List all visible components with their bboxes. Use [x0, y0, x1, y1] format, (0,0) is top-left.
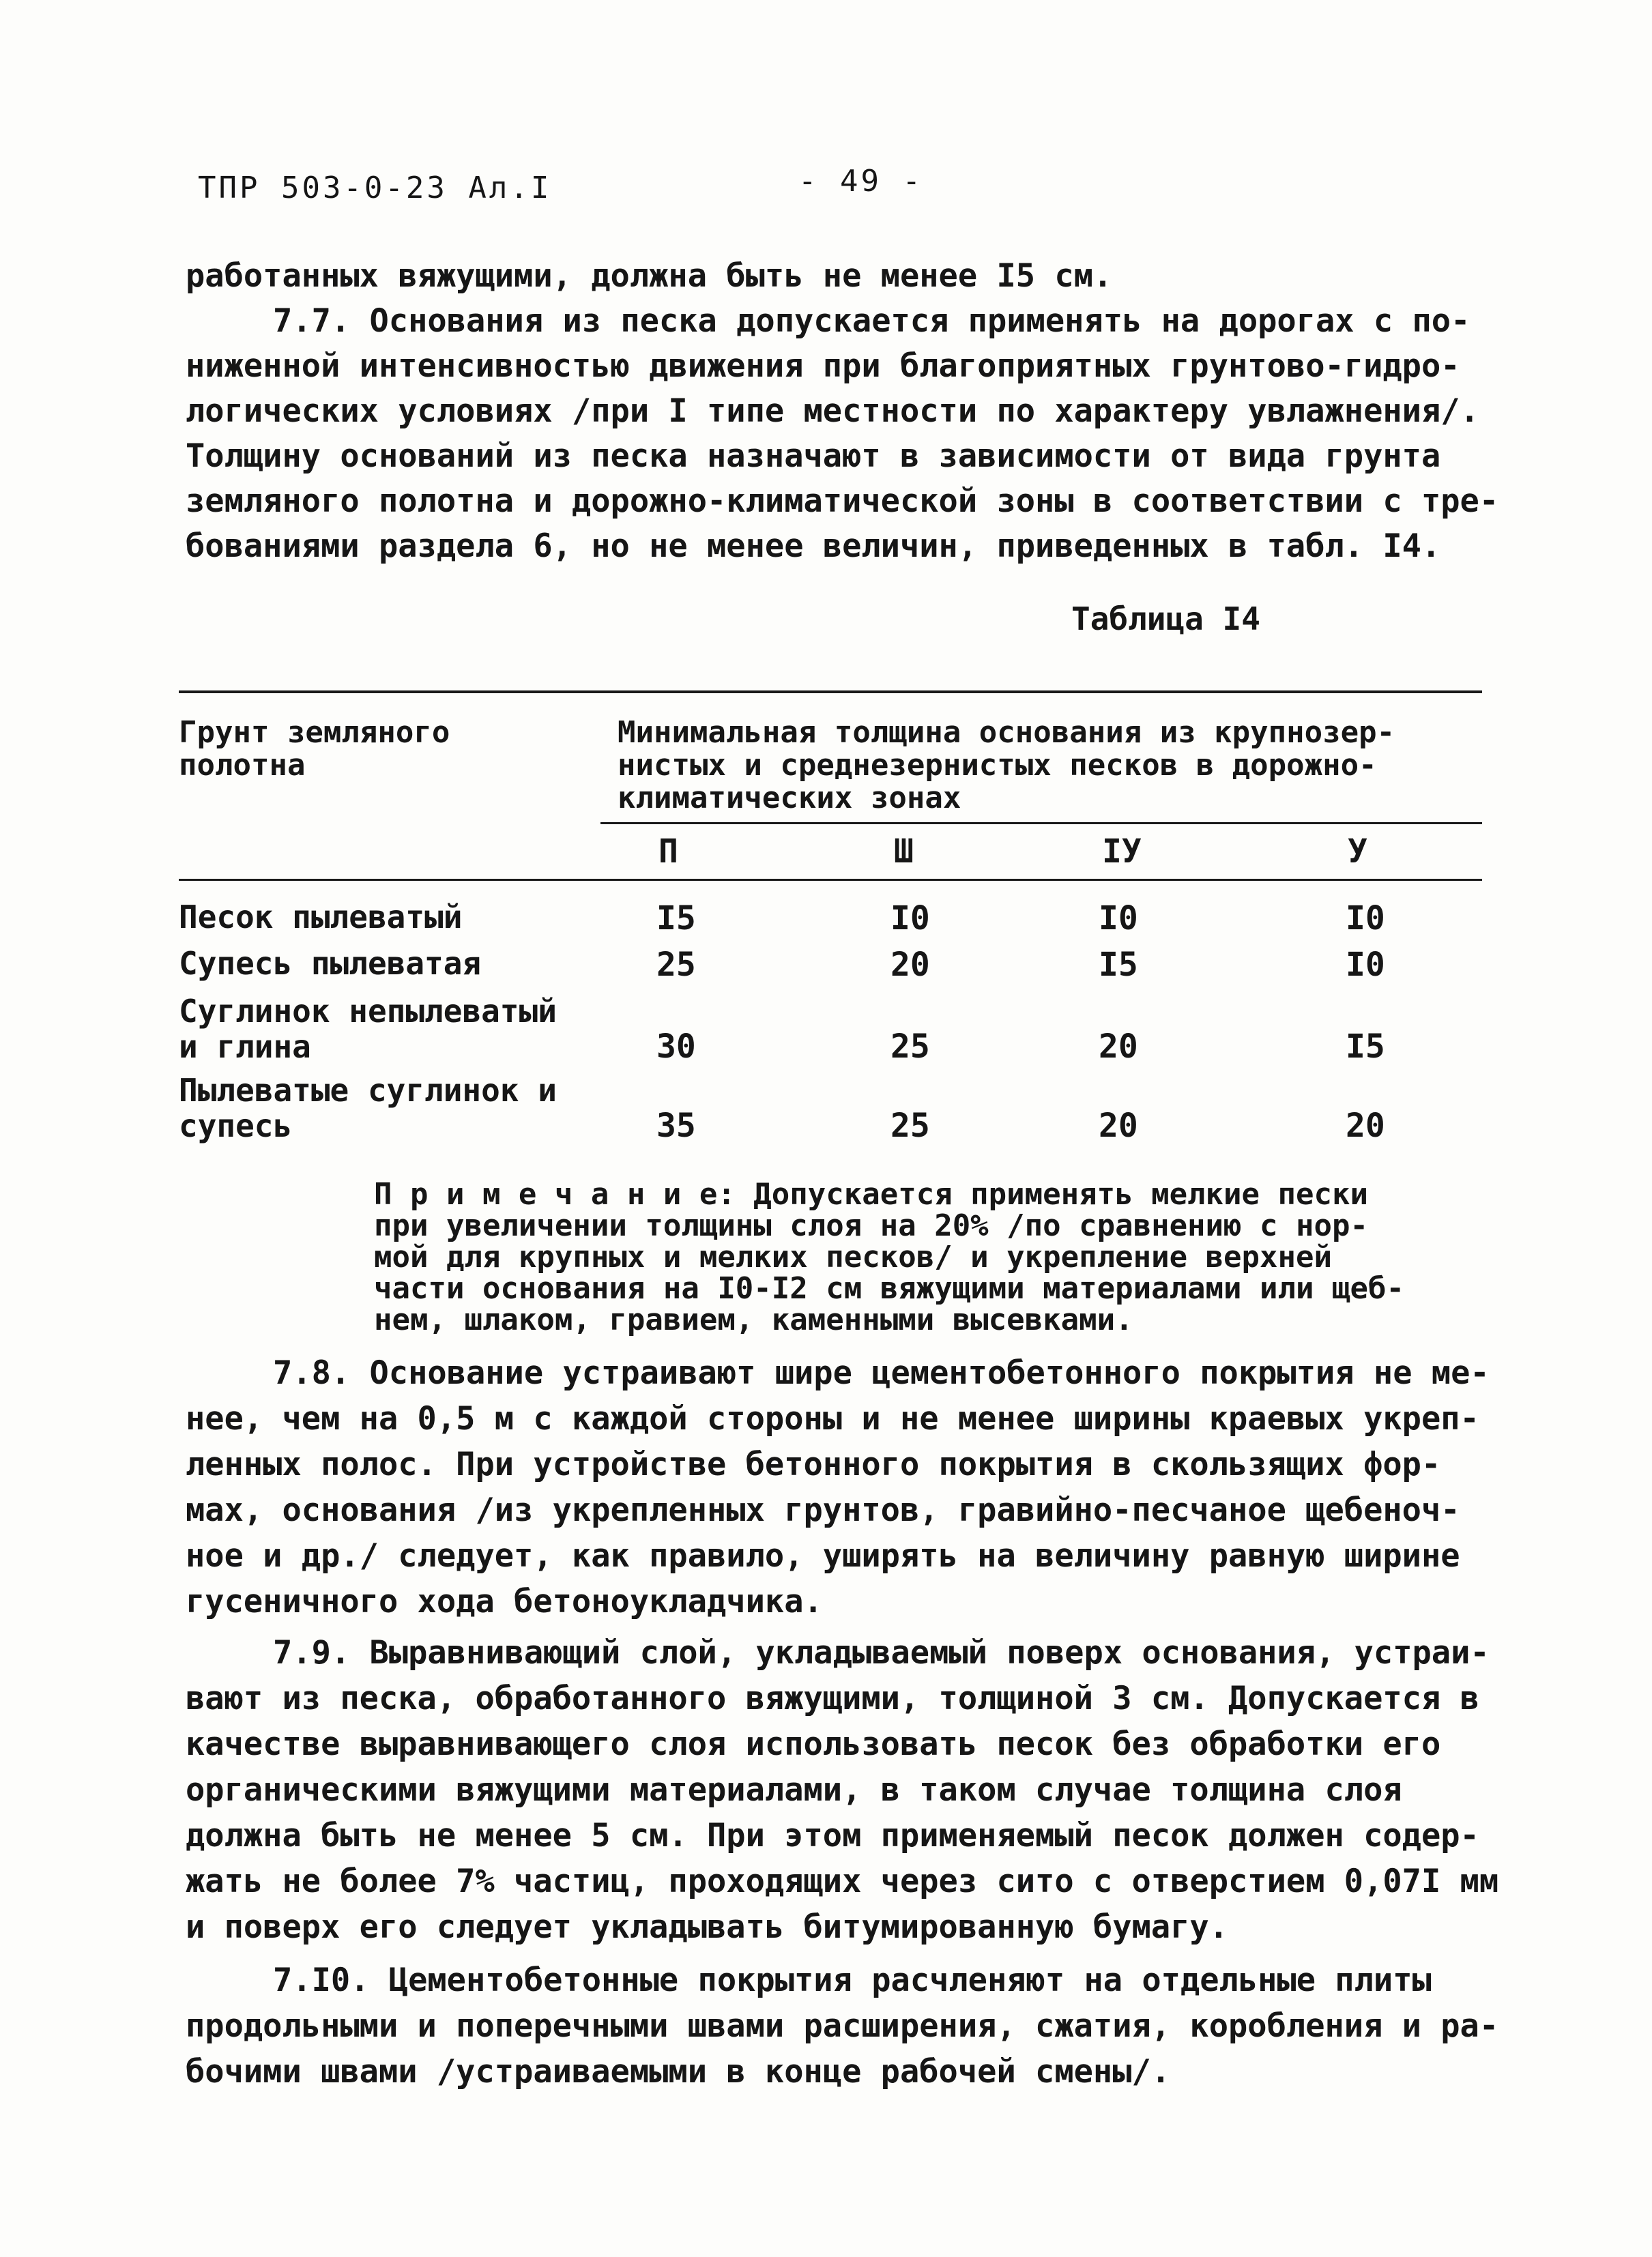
text-line: ное и др./ следует, как правило, уширять на величину равную ширине [186, 1537, 1460, 1575]
text-line: бочими швами /устраиваемыми в конце рабочей смены/. [186, 2053, 1171, 2091]
text-line: 7.I0. Цементобетонные покрытия расчленяют на отдельные плиты [273, 1962, 1432, 1999]
table-cell: 30 [656, 1028, 696, 1066]
table-cell: 25 [656, 946, 696, 984]
table-cell: 20 [1099, 1107, 1138, 1145]
zone-header: Ш [894, 832, 914, 871]
table-cell: I0 [1099, 899, 1138, 937]
text-line: гусеничного хода бетоноукладчика. [186, 1583, 823, 1620]
table-cell: I5 [656, 899, 696, 937]
text-line: продольными и поперечными швами расширения, сжатия, коробления и ра- [186, 2007, 1499, 2045]
table-row-label: Пылеватые суглинок и супесь [179, 1072, 557, 1144]
page-number: - 49 - [798, 164, 923, 199]
text-line: жать не более 7% частиц, проходящих через сито с отверстием 0,07I мм [186, 1863, 1499, 1900]
table-cell: 20 [1099, 1028, 1138, 1066]
document-code: ТПР 503-0-23 Ал.I [198, 171, 552, 205]
zone-header: У [1348, 832, 1367, 871]
table-cell: I5 [1099, 946, 1138, 984]
table-cell: I0 [1346, 946, 1385, 984]
text-line: качестве выравнивающего слоя использовать песок без обработки его [186, 1725, 1441, 1763]
text-line: логических условиях /при I типе местности по характеру увлажнения/. [186, 392, 1479, 430]
table-cell: 25 [890, 1028, 930, 1066]
text-line: 7.7. Основания из песка допускается применять на дорогах с по- [273, 302, 1470, 340]
table-cell: I5 [1346, 1028, 1385, 1066]
table-cell: 20 [890, 946, 930, 984]
table-top-rule [179, 690, 1482, 693]
text-line: органическими вяжущими материалами, в таком случае толщина слоя [186, 1771, 1402, 1809]
table-note-line: при увеличении толщины слоя на 20% /по сравнению с нор- [374, 1208, 1368, 1243]
table-note-line: П р и м е ч а н и е: Допускается применять мелкие пески [374, 1177, 1368, 1212]
text-line: бованиями раздела 6, но не менее величин, приведенных в табл. I4. [186, 527, 1441, 565]
text-line: вают из песка, обработанного вяжущими, толщиной 3 см. Допускается в [186, 1680, 1479, 1717]
text-line: работанных вяжущими, должна быть не менее I5 см. [186, 257, 1113, 295]
table-caption: Таблица I4 [1071, 600, 1260, 637]
table-row-label: Песок пылеватый [179, 899, 463, 935]
text-line: должна быть не менее 5 см. При этом применяемый песок должен содер- [186, 1817, 1479, 1854]
table-cell: 35 [656, 1107, 696, 1145]
text-line: мах, основания /из укрепленных грунтов, гравийно-песчаное щебеноч- [186, 1491, 1460, 1529]
text-line: 7.8. Основание устраивают шире цементобетонного покрытия не ме- [273, 1354, 1490, 1392]
table-cell: 25 [890, 1107, 930, 1145]
table-cell: 20 [1346, 1107, 1385, 1145]
table-row-label: Супесь пылеватая [179, 945, 482, 982]
table-row-label: Суглинок непылеватый и глина [179, 993, 557, 1065]
zone-header: П [658, 832, 678, 871]
text-line: 7.9. Выравнивающий слой, укладываемый поверх основания, устраи- [273, 1634, 1490, 1672]
text-line: и поверх его следует укладывать битумированную бумагу. [186, 1908, 1229, 1946]
column-header-soil: Грунт земляного полотна [179, 715, 450, 783]
table-note-line: нем, шлаком, гравием, каменными высевками. [374, 1302, 1133, 1337]
text-line: Толщину оснований из песка назначают в зависимости от вида грунта [186, 437, 1441, 475]
table-note-line: мой для крупных и мелких песков/ и укрепление верхней [374, 1240, 1332, 1275]
text-line: земляного полотна и дорожно-климатической зоны в соответствии с тре- [186, 482, 1499, 520]
table-zone-rule [600, 822, 1482, 824]
zone-header: IУ [1102, 832, 1142, 871]
text-line: нее, чем на 0,5 м с каждой стороны и не менее ширины краевых укреп- [186, 1400, 1479, 1438]
table-header-rule [179, 879, 1482, 881]
column-header-thickness: Минимальная толщина основания из крупнозер- нистых и среднезернистых песков в дорожно- климатических зонах [618, 715, 1395, 815]
text-line: ленных полос. При устройстве бетонного покрытия в скользящих фор- [186, 1446, 1441, 1483]
table-note-line: части основания на I0-I2 см вяжущими материалами или щеб- [374, 1271, 1404, 1306]
table-cell: I0 [890, 899, 930, 937]
text-line: ниженной интенсивностью движения при благоприятных грунтово-гидро- [186, 347, 1460, 385]
table-cell: I0 [1346, 899, 1385, 937]
